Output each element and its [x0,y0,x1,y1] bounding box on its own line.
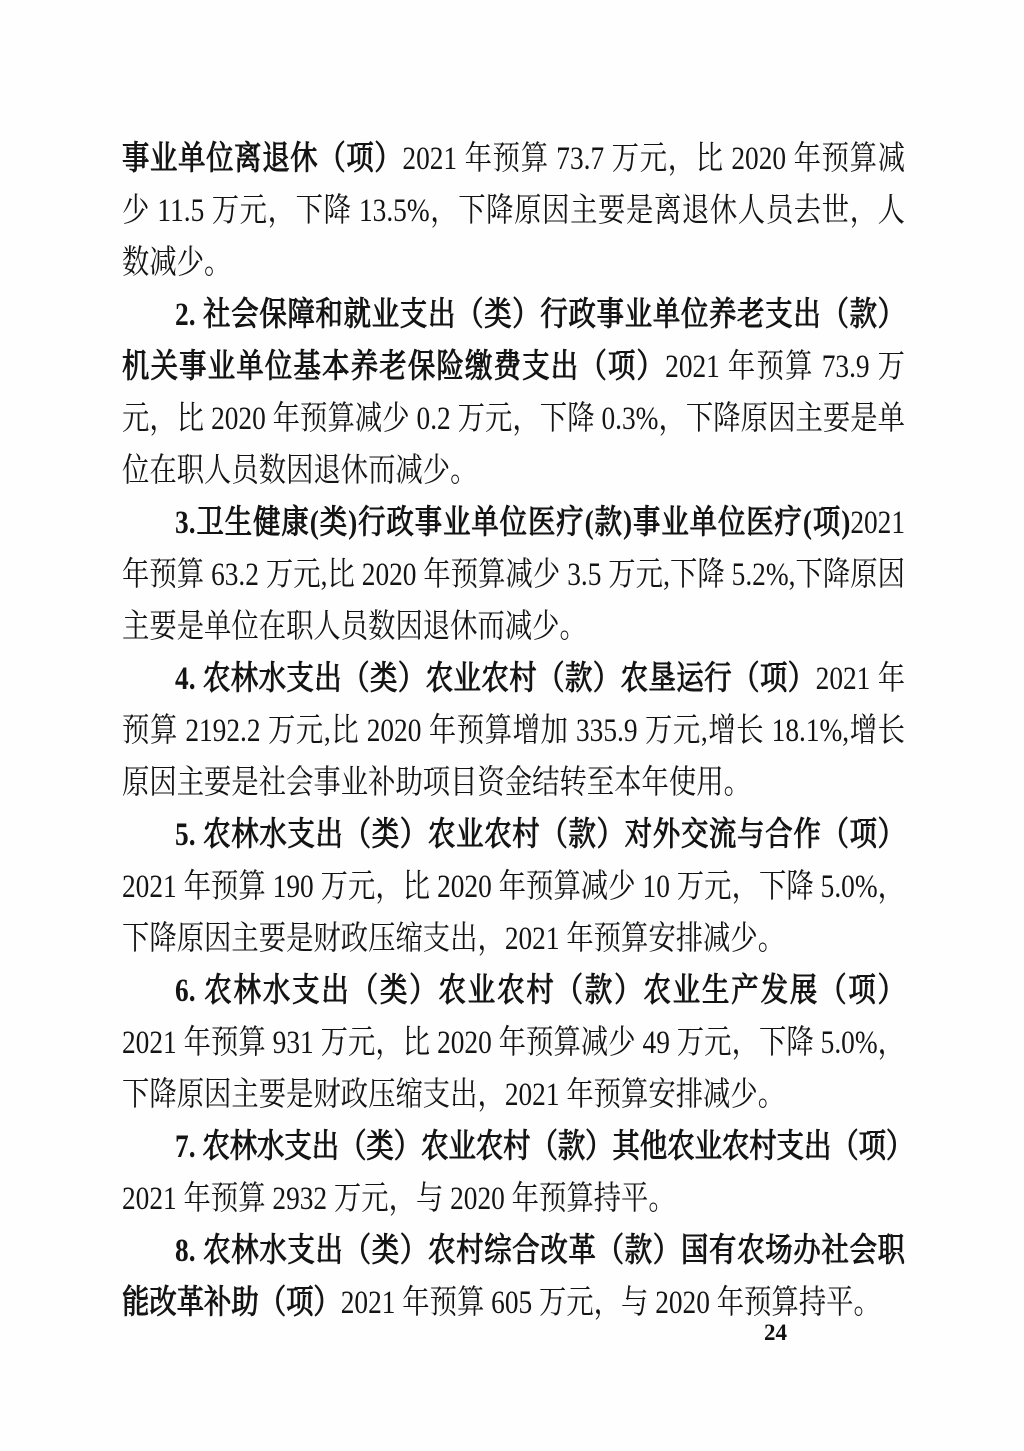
budget-paragraph-5 [122,809,905,965]
paragraph-text: 2021 年预算 73.7 万元，比 2020 年预算减少 11.5 万元，下降 13.5%，下降原因主要是离退休人员去世，人数减少。 [122,141,906,281]
paragraph-text: 2021 年预算 2932 万元，与 2020 年预算持平。 [122,1181,676,1217]
paragraph-heading: 4. 农林水支出（类）农业农村（款）农垦运行（项） [175,661,816,697]
paragraph-heading: 7. 农林水支出（类）农业农村（款）其他农业农村支出（项） [175,1129,914,1165]
paragraph-text: 2021 年预算 2192.2 万元,比 2020 年预算增加 335.9 万元,增长 18.1%,增长原因主要是社会事业补助项目资金结转至本年使用。 [122,661,906,801]
page-number: 24 [764,1320,787,1345]
paragraph-heading: 事业单位离退休（项） [122,141,403,177]
budget-paragraph-3 [122,497,905,653]
paragraph-heading: 2. 社会保障和就业支出（类）行政事业单位养老支出（款）机关事业单位基本养老保险缴费支出（项） [122,297,906,385]
paragraph-heading: 8. 农林水支出（类）农村综合改革（款）国有农场办社会职能改革补助（项） [122,1233,906,1321]
paragraph-heading: 6. 农林水支出（类）农业农村（款）农业生产发展（项） [175,973,906,1009]
paragraph-heading: 3.卫生健康(类)行政事业单位医疗(款)事业单位医疗(项) [175,505,851,541]
budget-paragraph-8 [122,1225,905,1329]
budget-paragraph-7 [122,1121,914,1225]
paragraph-text: 2021 年预算 63.2 万元,比 2020 年预算减少 3.5 万元,下降 5.2%,下降原因主要是单位在职人员数因退休而减少。 [122,505,906,645]
budget-paragraph-6 [122,965,905,1121]
paragraph-text: 2021 年预算 605 万元，与 2020 年预算持平。 [340,1285,881,1321]
budget-paragraph-4 [122,653,905,809]
paragraph-text: 2021 年预算 931 万元，比 2020 年预算减少 49 万元，下降 5.0%，下降原因主要是财政压缩支出，2021 年预算安排减少。 [122,1025,906,1113]
budget-paragraph-1 [122,133,905,289]
paragraph-text: 2021 年预算 73.9 万元，比 2020 年预算减少 0.2 万元，下降 0.3%，下降原因主要是单位在职人员数因退休而减少。 [122,349,906,489]
paragraph-heading: 5. 农林水支出（类）农业农村（款）对外交流与合作（项） [175,817,906,853]
page-content [122,133,914,1329]
budget-paragraph-2 [122,289,905,497]
paragraph-text: 2021 年预算 190 万元，比 2020 年预算减少 10 万元，下降 5.0%，下降原因主要是财政压缩支出，2021 年预算安排减少。 [122,869,906,957]
